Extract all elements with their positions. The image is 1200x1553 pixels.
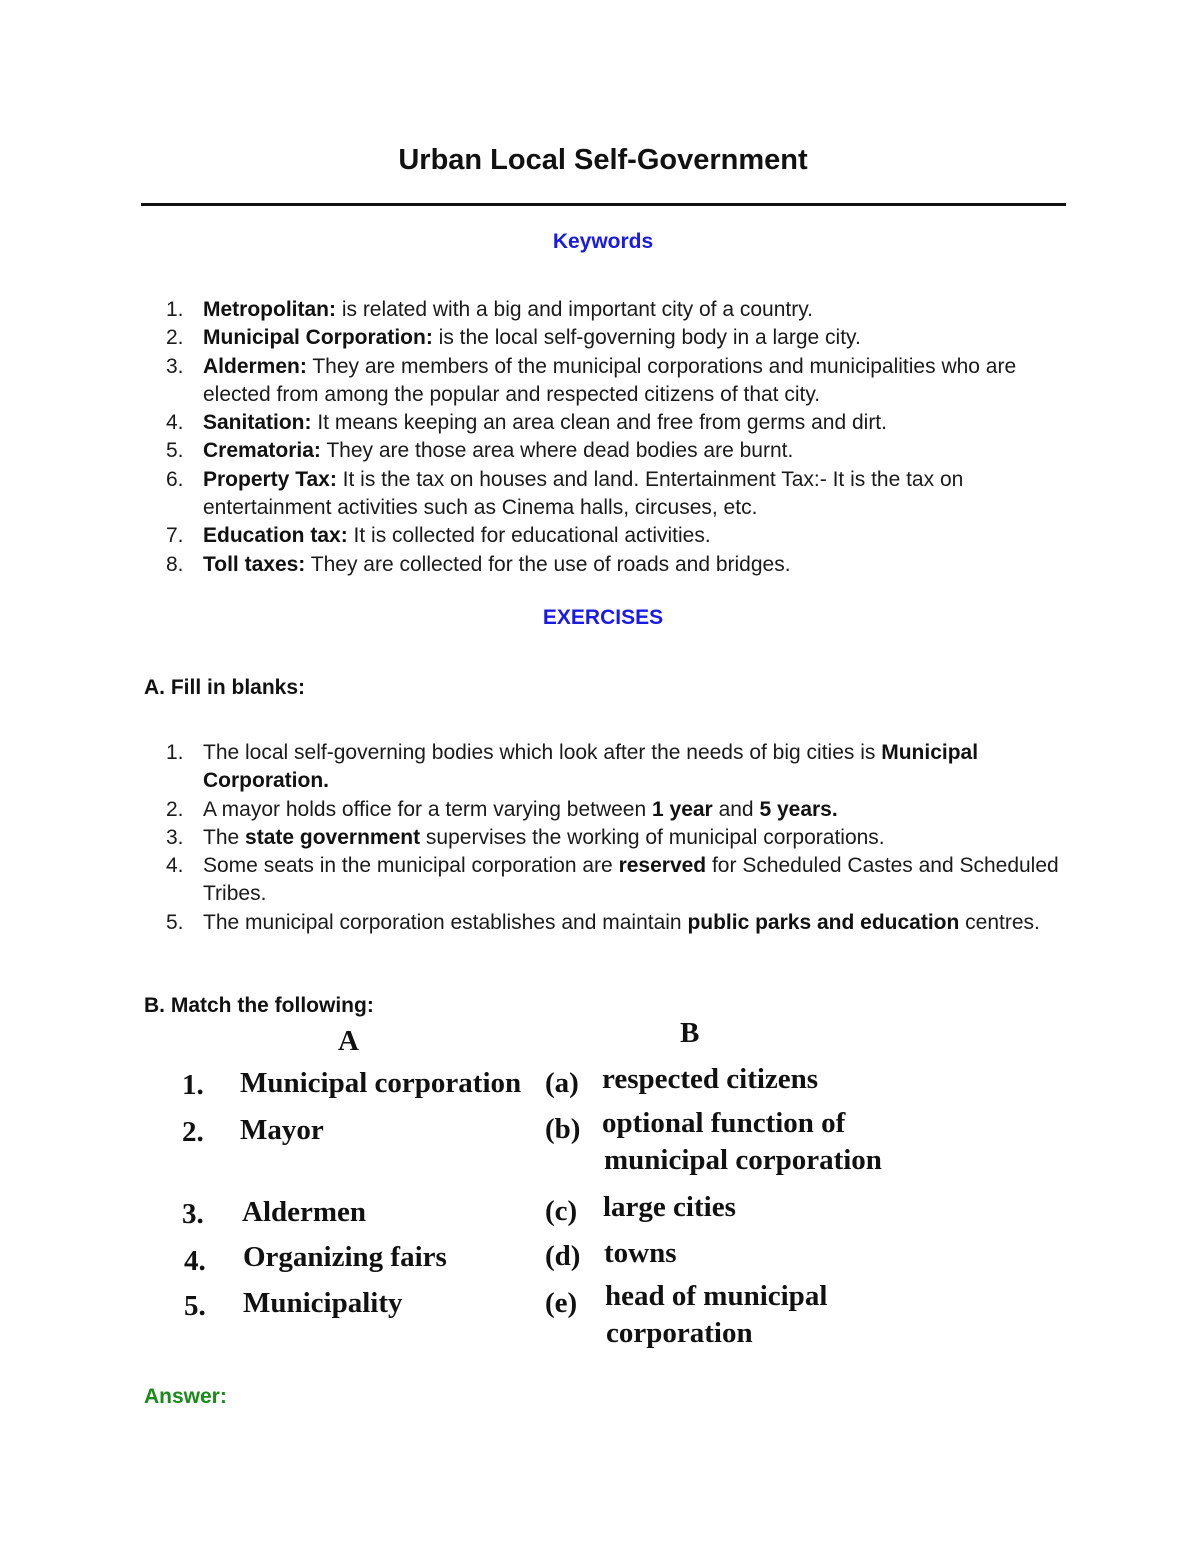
match-b-letter: (c) bbox=[545, 1195, 578, 1227]
fill-blank-item: 5. The municipal corporation establishes and maintain public parks and education centres. bbox=[166, 910, 1040, 934]
match-b-text: optional function of bbox=[602, 1107, 846, 1139]
match-a-text: Municipality bbox=[243, 1287, 403, 1319]
keyword-item: 2. Municipal Corporation: is the local self-governing body in a large city. bbox=[166, 326, 861, 350]
match-a-text: Organizing fairs bbox=[243, 1241, 447, 1273]
match-b-letter: (e) bbox=[545, 1287, 578, 1319]
keywords-list bbox=[0, 296, 1063, 579]
match-b-text: towns bbox=[604, 1237, 677, 1269]
match-a-text: Municipal corporation bbox=[240, 1067, 522, 1099]
fill-blank-item: 3. The state government supervises the working of municipal corporations. bbox=[166, 825, 885, 849]
section-b-heading: B. Match the following: bbox=[144, 994, 374, 1017]
match-b-letter: (d) bbox=[545, 1240, 581, 1272]
keyword-item: 8. Toll taxes: They are collected for the use of roads and bridges. bbox=[166, 552, 791, 576]
match-a-num: 1. bbox=[182, 1069, 204, 1101]
match-a-text: Aldermen bbox=[242, 1196, 367, 1228]
match-b-text: head of municipal bbox=[605, 1280, 828, 1312]
keyword-item: 4. Sanitation: It means keeping an area clean and free from germs and dirt. bbox=[166, 411, 887, 435]
keyword-item: 7. Education tax: It is collected for educational activities. bbox=[166, 524, 711, 548]
keywords-heading: Keywords bbox=[552, 230, 654, 253]
fill-blank-item: 2. A mayor holds office for a term varying between 1 year and 5 years. bbox=[166, 797, 838, 821]
match-a-num: 4. bbox=[184, 1245, 206, 1277]
match-b-text: large cities bbox=[603, 1191, 736, 1223]
keyword-item: 1. Metropolitan: is related with a big and important city of a country. bbox=[166, 298, 813, 321]
match-b-text: respected citizens bbox=[602, 1063, 819, 1095]
match-b-text: municipal corporation bbox=[604, 1144, 882, 1176]
title-divider bbox=[141, 203, 1066, 206]
answer-label: Answer: bbox=[144, 1385, 227, 1408]
keyword-item: 6. Property Tax: It is the tax on houses and land. Entertainment Tax:- It is the tax on entertainment activities such as Cinema halls, circuses, etc. bbox=[166, 467, 964, 520]
match-a-text: Mayor bbox=[240, 1114, 324, 1146]
section-a-heading: A. Fill in blanks: bbox=[144, 676, 306, 699]
exercises-heading: EXERCISES bbox=[542, 606, 664, 629]
match-a-num: 5. bbox=[184, 1290, 206, 1322]
match-col-a-header: A bbox=[338, 1025, 359, 1057]
keyword-item: 3. Aldermen: They are members of the municipal corporations and municipalities who are elected from among the popular and respected citizens of that city. bbox=[166, 354, 1017, 406]
match-a-num: 2. bbox=[182, 1116, 204, 1148]
match-a-num: 3. bbox=[182, 1198, 204, 1230]
match-col-b-header: B bbox=[680, 1017, 700, 1049]
match-b-letter: (a) bbox=[545, 1067, 579, 1099]
match-b-text: corporation bbox=[606, 1317, 753, 1349]
fill-blank-item: 1. The local self-governing bodies which look after the needs of big cities is Municipal Corporation. bbox=[166, 741, 979, 793]
fill-blanks-list bbox=[0, 739, 1063, 937]
page-title: Urban Local Self-Government bbox=[398, 144, 808, 176]
match-b-letter: (b) bbox=[545, 1113, 581, 1145]
keyword-item: 5. Crematoria: They are those area where dead bodies are burnt. bbox=[166, 439, 794, 463]
fill-blank-item: 4. Some seats in the municipal corporation are reserved for Scheduled Castes and Scheduled Tribes. bbox=[166, 854, 1059, 906]
